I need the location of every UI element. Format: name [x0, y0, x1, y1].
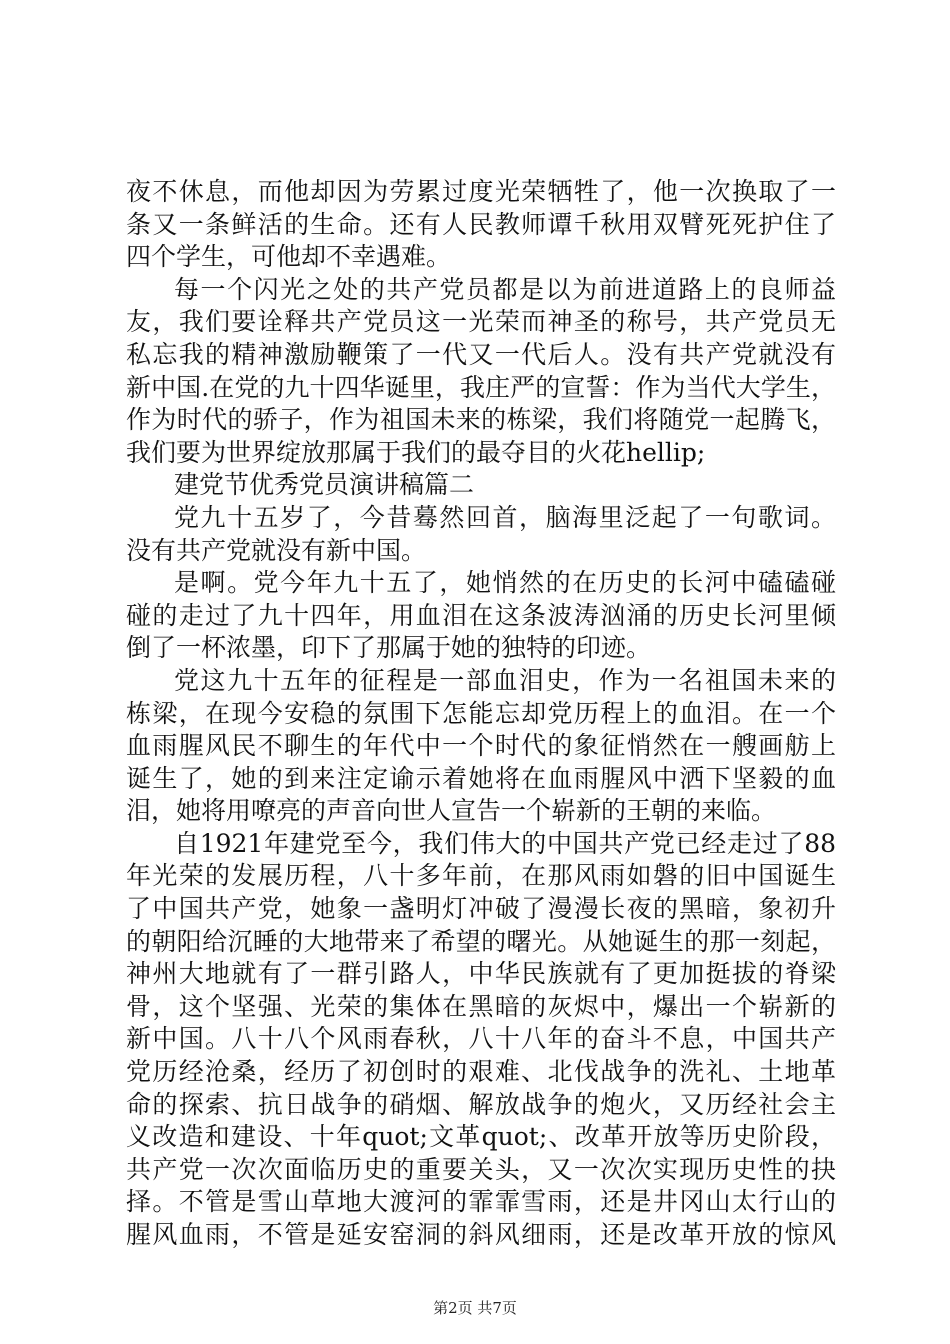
document-body — [126, 176, 836, 1252]
text-line: 自1921年建党至今，我们伟大的中国共产党已经走过了88 — [174, 828, 836, 858]
text-line: 建党节优秀党员演讲稿篇二 — [174, 470, 475, 500]
text-line: 私忘我的精神激励鞭策了一代又一代后人。没有共产党就没有 — [126, 339, 836, 369]
text-line: 泪，她将用嘹亮的声音向世人宣告一个崭新的王朝的来临。 — [126, 796, 777, 826]
text-line: 没有共产党就没有新中国。 — [126, 535, 427, 565]
text-line: 骨，这个坚强、光荣的集体在黑暗的灰烬中，爆出一个崭新的 — [126, 991, 836, 1021]
text-line: 新中国。八十八个风雨春秋，八十八年的奋斗不息，中国共产 — [126, 1024, 836, 1054]
text-line: 党九十五岁了，今昔蓦然回首，脑海里泛起了一句歌词。 — [174, 502, 836, 532]
text-line: 党这九十五年的征程是一部血泪史，作为一名祖国未来的 — [174, 665, 836, 695]
text-line: 诞生了，她的到来注定谕示着她将在血雨腥风中洒下坚毅的血 — [126, 763, 836, 793]
text-line: 友，我们要诠释共产党员这一光荣而神圣的称号，共产党员无 — [126, 307, 836, 337]
text-line: 四个学生，可他却不幸遇难。 — [126, 242, 452, 272]
text-line: 命的探索、抗日战争的硝烟、解放战争的炮火，又历经社会主 — [126, 1089, 836, 1119]
text-line: 义改造和建设、十年quot;文革quot;、改革开放等历史阶段， — [126, 1122, 836, 1152]
text-line: 血雨腥风民不聊生的年代中一个时代的象征悄然在一艘画舫上 — [126, 731, 836, 761]
text-line: 党历经沧桑，经历了初创时的艰难、北伐战争的洗礼、土地革 — [126, 1057, 836, 1087]
text-line: 是啊。党今年九十五了，她悄然的在历史的长河中磕磕碰 — [174, 568, 836, 598]
text-line: 碰的走过了九十四年，用血泪在这条波涛汹涌的历史长河里倾 — [126, 600, 836, 630]
text-line: 神州大地就有了一群引路人，中华民族就有了更加挺拔的脊梁 — [126, 959, 836, 989]
text-line: 我们要为世界绽放那属于我们的最夺目的火花hellip; — [126, 437, 706, 467]
text-line: 栋梁，在现今安稳的氛围下怎能忘却党历程上的血泪。在一个 — [126, 698, 836, 728]
text-line: 的朝阳给沉睡的大地带来了希望的曙光。从她诞生的那一刻起， — [126, 926, 836, 956]
page-footer: 第2页 共7页 — [433, 1299, 517, 1317]
text-line: 新中国.在党的九十四华诞里，我庄严的宣誓：作为当代大学生， — [126, 372, 836, 402]
text-line: 倒了一杯浓墨，印下了那属于她的独特的印迹。 — [126, 633, 652, 663]
text-line: 了中国共产党，她象一盏明灯冲破了漫漫长夜的黑暗，象初升 — [126, 894, 836, 924]
text-line: 腥风血雨，不管是延安窑洞的斜风细雨，还是改革开放的惊风 — [126, 1220, 836, 1249]
text-line: 年光荣的发展历程，八十多年前，在那风雨如磐的旧中国诞生 — [126, 861, 836, 891]
text-line: 条又一条鲜活的生命。还有人民教师谭千秋用双臂死死护住了 — [126, 209, 836, 239]
text-line: 择。不管是雪山草地大渡河的霏霏雪雨，还是井冈山太行山的 — [126, 1187, 836, 1217]
text-line: 每一个闪光之处的共产党员都是以为前进道路上的良师益 — [174, 274, 836, 304]
text-line: 共产党一次次面临历史的重要关头，又一次次实现历史性的抉 — [126, 1154, 836, 1184]
text-line: 夜不休息，而他却因为劳累过度光荣牺牲了，他一次换取了一 — [126, 177, 836, 206]
text-line: 作为时代的骄子，作为祖国未来的栋梁，我们将随党一起腾飞， — [126, 405, 836, 435]
